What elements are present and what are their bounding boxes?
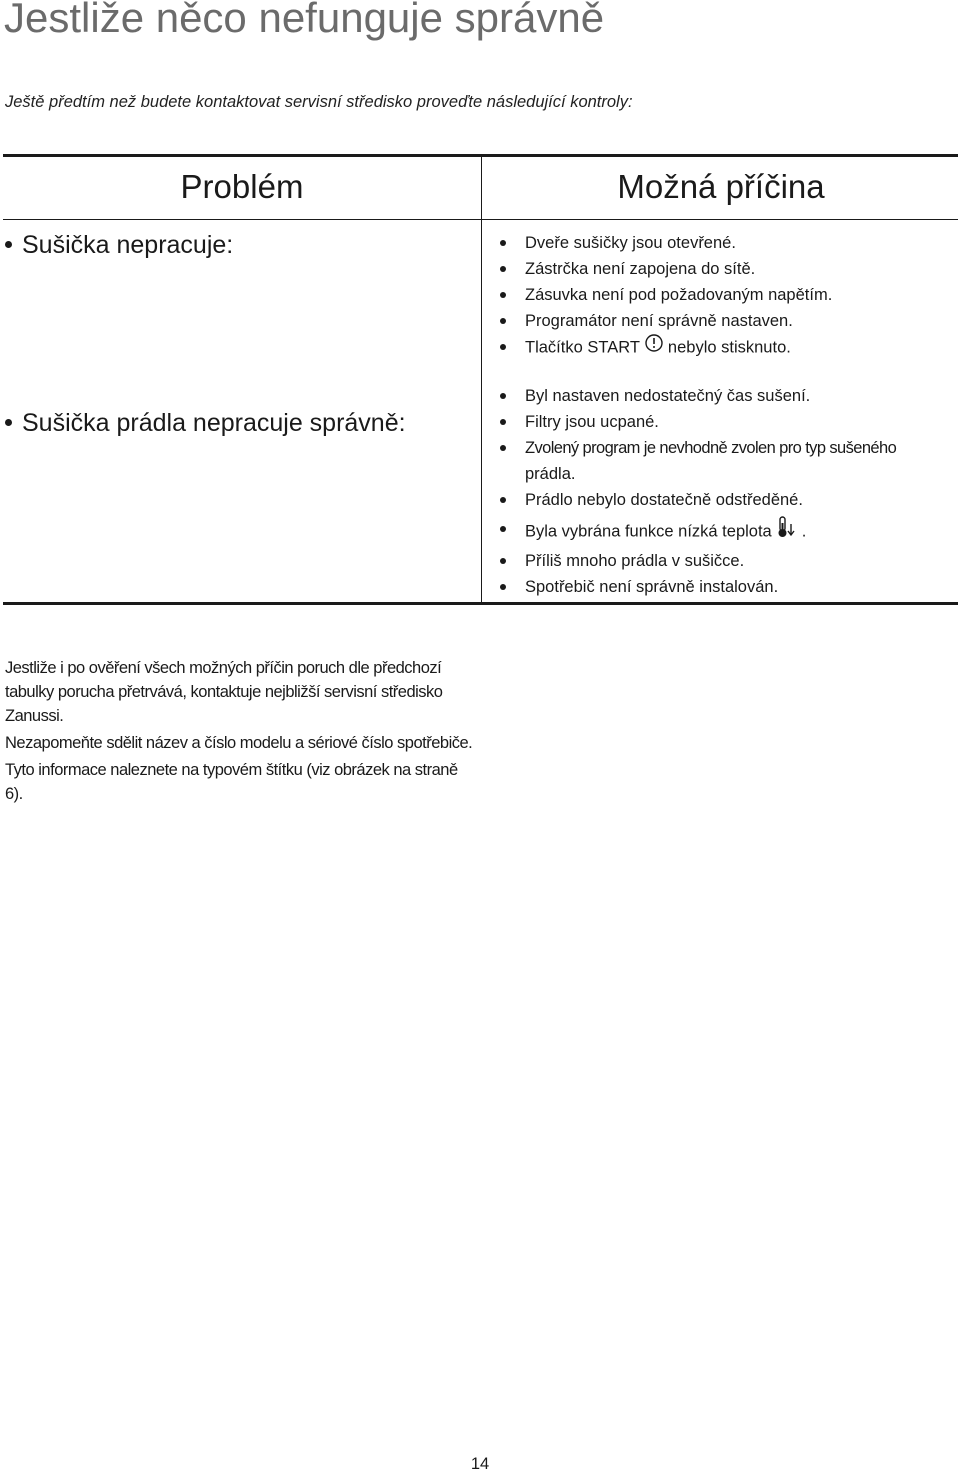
cause-item: Zástrčka není zapojena do sítě. xyxy=(498,256,832,282)
start-button-icon xyxy=(644,333,664,361)
cause-list xyxy=(498,383,896,600)
cause-text: prádla. xyxy=(525,465,576,483)
cause-item: Prádlo nebylo dostatečně odstředěné. xyxy=(498,487,896,513)
bullet-icon xyxy=(5,241,12,248)
table-column-divider xyxy=(481,157,482,603)
page-title: Jestliže něco nefunguje správně xyxy=(4,0,605,41)
low-temperature-icon xyxy=(776,515,798,547)
cause-item: Příliš mnoho prádla v sušičce. xyxy=(498,548,896,574)
cause-column-header: Možná příčina xyxy=(617,168,825,205)
cause-list xyxy=(498,230,832,362)
cause-text: Zvolený program je nevhodně zvolen pro typ sušeného xyxy=(525,439,897,457)
cause-text: Tlačítko START xyxy=(525,338,640,357)
bullet-icon xyxy=(5,419,12,426)
problem-item xyxy=(5,409,406,438)
page-number: 14 xyxy=(470,1455,490,1473)
cause-item: Spotřebič není správně instalován. xyxy=(498,574,896,600)
cause-text: nebylo stisknuto. xyxy=(667,338,791,357)
note-paragraph: Nezapomeňte sdělit název a číslo modelu a sériové číslo spotřebiče. xyxy=(5,734,473,752)
problem-item xyxy=(5,231,233,260)
cause-item: Zásuvka není pod požadovaným napětím. xyxy=(498,282,832,308)
cause-text: . xyxy=(801,522,807,541)
cause-item: Byl nastaven nedostatečný čas sušení. xyxy=(498,383,896,409)
problem-column-header: Problém xyxy=(180,168,304,205)
table-header-rule xyxy=(3,219,958,220)
note-paragraph: Jestliže i po ověření všech možných příčin poruch dle předchozí tabulky porucha přetrvává, kontaktuje nejbližší servisní středisko Zanussi. xyxy=(5,659,443,725)
problem-label: Sušička nepracuje: xyxy=(22,231,234,259)
service-note xyxy=(5,656,475,809)
cause-item: Dveře sušičky jsou otevřené. xyxy=(498,230,832,256)
table-bottom-rule xyxy=(3,602,958,605)
cause-item xyxy=(498,435,896,487)
problem-label: Sušička prádla nepracuje správně: xyxy=(22,409,406,437)
cause-item: Filtry jsou ucpané. xyxy=(498,409,896,435)
intro-text: Ještě předtím než budete kontaktovat servisní středisko proveďte následující kontroly: xyxy=(5,93,633,111)
note-paragraph: Tyto informace naleznete na typovém štítku (viz obrázek na straně 6). xyxy=(5,761,458,803)
cause-item xyxy=(498,516,896,548)
cause-item: Programátor není správně nastaven. xyxy=(498,308,832,334)
cause-text: Byla vybrána funkce nízká teplota xyxy=(525,522,772,541)
cause-item xyxy=(498,334,832,362)
